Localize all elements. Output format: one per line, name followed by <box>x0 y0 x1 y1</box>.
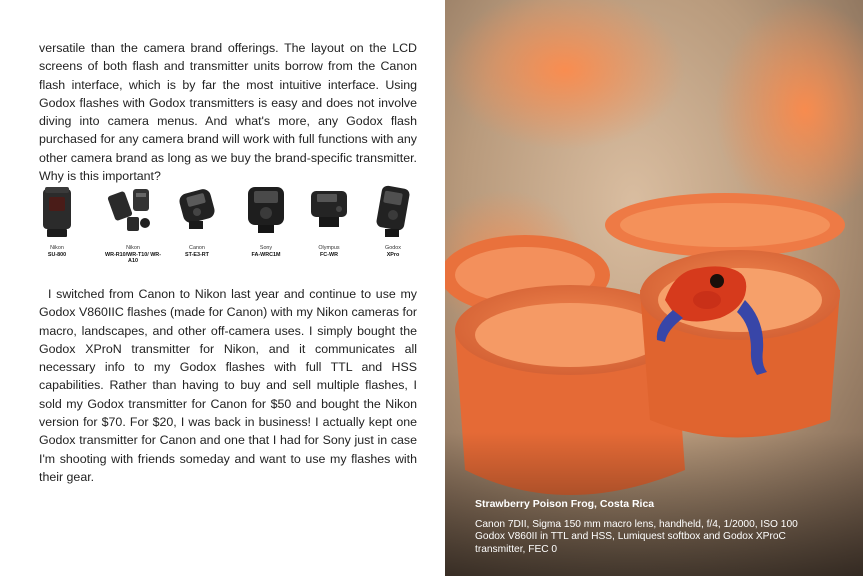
olympus-fc-wr-transmitter-icon <box>305 183 353 243</box>
device-model: ST-E3-RT <box>185 251 209 258</box>
canon-st-e3-rt-transmitter-icon <box>175 183 219 243</box>
sony-fa-wrc1m-transmitter-icon <box>242 183 290 243</box>
nikon-wr-r10-transmitter-icon <box>105 183 161 243</box>
device-model: FA-WRC1M <box>251 251 281 258</box>
device-brand: Nikon <box>50 245 64 251</box>
caption-line: Canon 7DII, Sigma 150 mm macro lens, handheld, f/4, 1/2000, ISO 100 <box>475 519 798 530</box>
device-nikon-wr-r10 <box>103 183 163 265</box>
device-model: FC-WR <box>320 251 338 258</box>
device-canon-st-e3-rt <box>167 183 227 258</box>
photo-caption <box>475 498 845 556</box>
device-model: SU-800 <box>47 251 67 258</box>
device-brand: Canon <box>189 245 205 251</box>
caption-line: Godox V860II in TTL and HSS, Lumiquest softbox and Godox XProC <box>475 531 786 543</box>
device-sony-fa-wrc1m <box>236 183 296 258</box>
nikon-su800-transmitter-icon <box>37 183 77 243</box>
transmitter-comparison-figure <box>39 183 417 273</box>
article-paragraph-2: I switched from Canon to Nikon last year and continue to use my Godox V860IIC flashes (made for Canon) with my Nikon cameras for macro, landscapes, and other off-camera uses. I simply bought the Godox XProN transmitter for Nikon, and it communicates all necessary info to my Godox flashes with full TTL and HSS capabilities. Rather than having to buy and sell multiple flashes, I sold my Godox transmitter for Canon for $50 and bought the Nikon version for $70. For $20, I was back in business! I actually kept one Godox transmitter for Canon and one that I had for Sony just in case I'm shooting with friends someday and want to use my flashes with their gear. <box>39 287 417 484</box>
godox-xpro-transmitter-icon <box>371 183 415 243</box>
caption-title: Strawberry Poison Frog, Costa Rica <box>475 498 655 510</box>
device-brand: Olympus <box>318 245 340 251</box>
device-model: XPro <box>386 251 400 258</box>
strawberry-poison-frog-photo <box>445 0 863 576</box>
device-brand: Nikon <box>126 245 140 251</box>
frog-photo <box>445 0 863 576</box>
device-olympus-fc-wr <box>299 183 359 258</box>
device-nikon-su800 <box>27 183 87 258</box>
caption-line: transmitter, FEC 0 <box>475 543 558 555</box>
device-model: WR-R10/WR-T10/ WR-A10 <box>105 251 161 264</box>
article-paragraph-1: versatile than the camera brand offerings. The layout on the LCD screens of both flash and transmitter units borrow from the Canon flash interface, which is by far the most intuitive interface. Using Godox flashes with Godox transmitters is easy and does not involve diving into camera menus. And what's more, any Godox flash purchased for any camera brand will work with full functions with any other camera brand as long as we buy the brand-specific transmitter. Why is this important? <box>39 41 417 184</box>
device-godox-xpro <box>363 183 423 258</box>
device-brand: Godox <box>385 245 401 251</box>
device-brand: Sony <box>259 245 273 251</box>
